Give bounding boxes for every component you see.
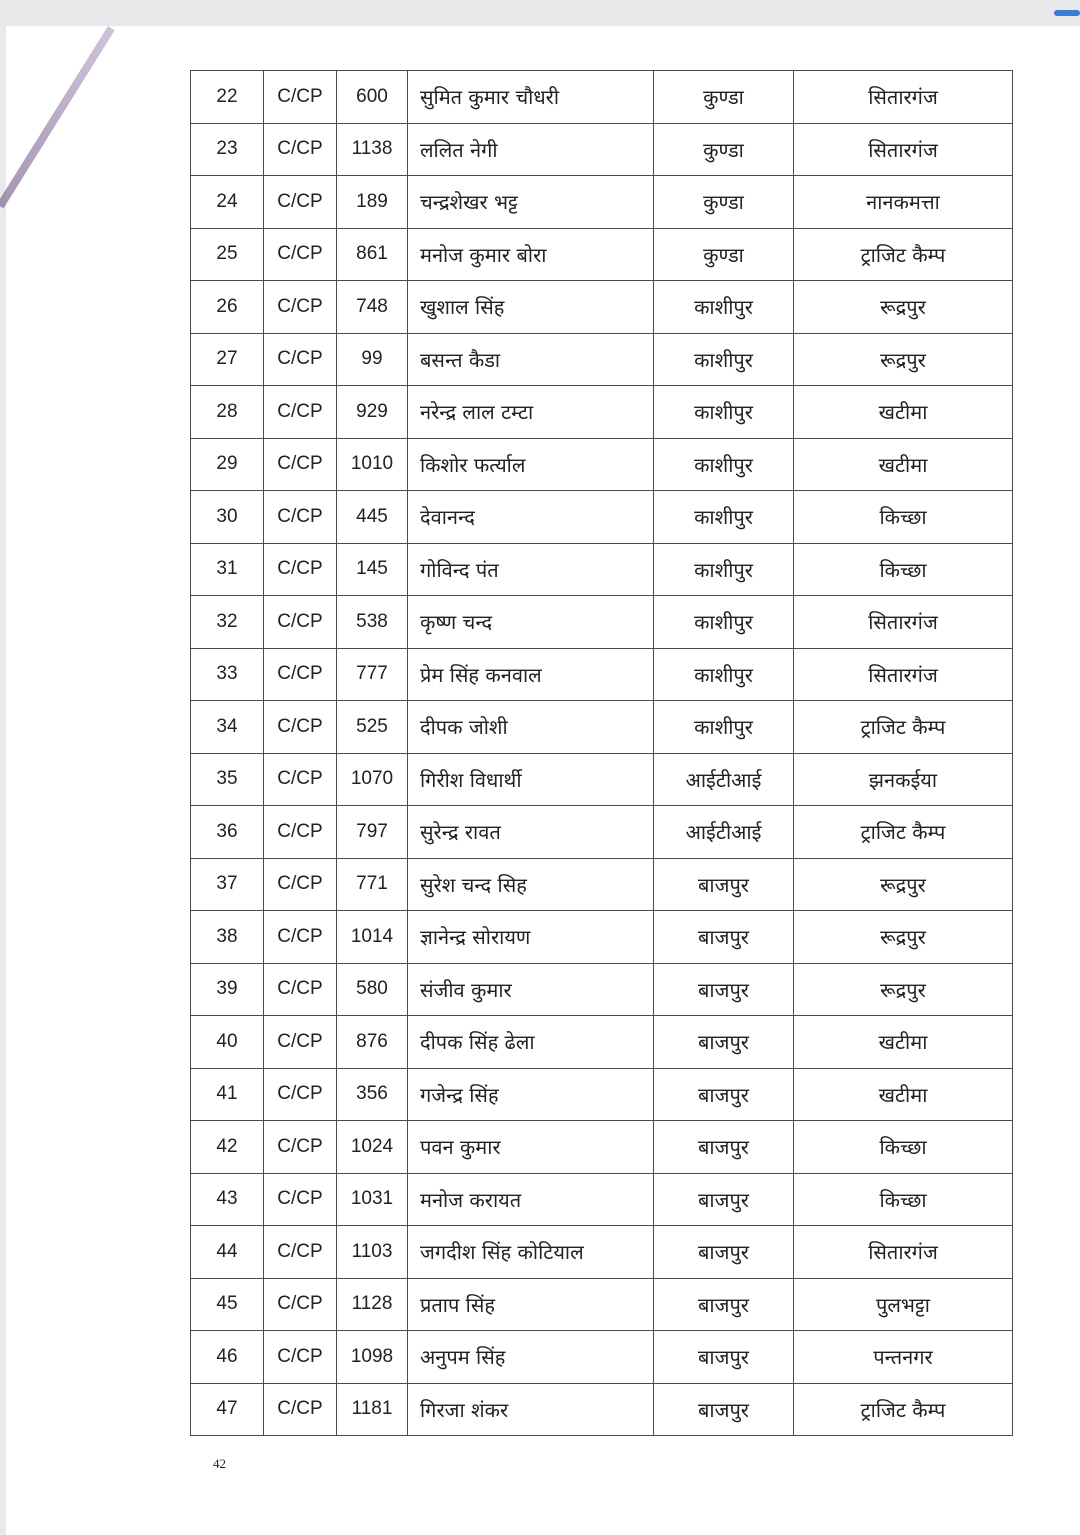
new-posting-cell: खटीमा: [794, 386, 1013, 439]
current-posting-cell: बाजपुर: [654, 1383, 794, 1436]
serial-number-cell: 47: [191, 1383, 264, 1436]
name-cell: सुरेन्द्र रावत: [408, 806, 654, 859]
serial-number-cell: 39: [191, 963, 264, 1016]
table-row: [191, 71, 1013, 124]
name-cell: सुरेश चन्द सिह: [408, 858, 654, 911]
name-cell: कृष्ण चन्द: [408, 596, 654, 649]
current-posting-cell: काशीपुर: [654, 491, 794, 544]
table-row: [191, 1173, 1013, 1226]
table-row: [191, 648, 1013, 701]
current-posting-cell: काशीपुर: [654, 333, 794, 386]
new-posting-cell: रूद्रपुर: [794, 911, 1013, 964]
rank-cell: C/CP: [264, 543, 337, 596]
current-posting-cell: कुण्डा: [654, 228, 794, 281]
table-row: [191, 963, 1013, 1016]
badge-number-cell: 600: [337, 71, 408, 124]
rank-cell: C/CP: [264, 648, 337, 701]
name-cell: गोविन्द पंत: [408, 543, 654, 596]
current-posting-cell: बाजपुर: [654, 911, 794, 964]
new-posting-cell: खटीमा: [794, 1016, 1013, 1069]
serial-number-cell: 34: [191, 701, 264, 754]
new-posting-cell: पुलभट्टा: [794, 1278, 1013, 1331]
serial-number-cell: 27: [191, 333, 264, 386]
current-posting-cell: काशीपुर: [654, 543, 794, 596]
name-cell: अनुपम सिंह: [408, 1331, 654, 1384]
badge-number-cell: 1031: [337, 1173, 408, 1226]
name-cell: खुशाल सिंह: [408, 281, 654, 334]
table-row: [191, 438, 1013, 491]
badge-number-cell: 771: [337, 858, 408, 911]
serial-number-cell: 23: [191, 123, 264, 176]
table-row: [191, 596, 1013, 649]
current-posting-cell: काशीपुर: [654, 701, 794, 754]
rank-cell: C/CP: [264, 1226, 337, 1279]
table-row: [191, 1278, 1013, 1331]
badge-number-cell: 189: [337, 176, 408, 229]
table-row: [191, 1331, 1013, 1384]
new-posting-cell: खटीमा: [794, 1068, 1013, 1121]
serial-number-cell: 22: [191, 71, 264, 124]
new-posting-cell: किच्छा: [794, 491, 1013, 544]
current-posting-cell: काशीपुर: [654, 648, 794, 701]
name-cell: जगदीश सिंह कोटियाल: [408, 1226, 654, 1279]
new-posting-cell: ट्राजिट कैम्प: [794, 701, 1013, 754]
name-cell: नरेन्द्र लाल टम्टा: [408, 386, 654, 439]
badge-number-cell: 876: [337, 1016, 408, 1069]
rank-cell: C/CP: [264, 858, 337, 911]
new-posting-cell: किच्छा: [794, 543, 1013, 596]
current-posting-cell: बाजपुर: [654, 1173, 794, 1226]
badge-number-cell: 1014: [337, 911, 408, 964]
badge-number-cell: 145: [337, 543, 408, 596]
current-posting-cell: आईटीआई: [654, 806, 794, 859]
new-posting-cell: रूद्रपुर: [794, 333, 1013, 386]
serial-number-cell: 38: [191, 911, 264, 964]
rank-cell: C/CP: [264, 1068, 337, 1121]
badge-number-cell: 1070: [337, 753, 408, 806]
table-row: [191, 176, 1013, 229]
current-posting-cell: बाजपुर: [654, 1278, 794, 1331]
new-posting-cell: किच्छा: [794, 1173, 1013, 1226]
serial-number-cell: 41: [191, 1068, 264, 1121]
rank-cell: C/CP: [264, 1383, 337, 1436]
rank-cell: C/CP: [264, 1331, 337, 1384]
name-cell: ज्ञानेन्द्र सोरायण: [408, 911, 654, 964]
serial-number-cell: 31: [191, 543, 264, 596]
new-posting-cell: रूद्रपुर: [794, 858, 1013, 911]
new-posting-cell: झनकईया: [794, 753, 1013, 806]
rank-cell: C/CP: [264, 71, 337, 124]
table-row: [191, 858, 1013, 911]
table-row: [191, 491, 1013, 544]
new-posting-cell: सितारगंज: [794, 71, 1013, 124]
serial-number-cell: 37: [191, 858, 264, 911]
rank-cell: C/CP: [264, 1016, 337, 1069]
badge-number-cell: 1024: [337, 1121, 408, 1174]
table-row: [191, 1121, 1013, 1174]
new-posting-cell: रूद्रपुर: [794, 963, 1013, 1016]
serial-number-cell: 44: [191, 1226, 264, 1279]
current-posting-cell: काशीपुर: [654, 281, 794, 334]
table-row: [191, 1068, 1013, 1121]
rank-cell: C/CP: [264, 176, 337, 229]
new-posting-cell: पन्तनगर: [794, 1331, 1013, 1384]
serial-number-cell: 42: [191, 1121, 264, 1174]
badge-number-cell: 748: [337, 281, 408, 334]
rank-cell: C/CP: [264, 491, 337, 544]
new-posting-cell: सितारगंज: [794, 1226, 1013, 1279]
name-cell: किशोर फर्त्याल: [408, 438, 654, 491]
badge-number-cell: 1181: [337, 1383, 408, 1436]
name-cell: संजीव कुमार: [408, 963, 654, 1016]
rank-cell: C/CP: [264, 806, 337, 859]
rank-cell: C/CP: [264, 701, 337, 754]
table-row: [191, 281, 1013, 334]
rank-cell: C/CP: [264, 1173, 337, 1226]
new-posting-cell: सितारगंज: [794, 596, 1013, 649]
name-cell: पवन कुमार: [408, 1121, 654, 1174]
name-cell: गिरीश विधार्थी: [408, 753, 654, 806]
new-posting-cell: सितारगंज: [794, 648, 1013, 701]
current-posting-cell: बाजपुर: [654, 1331, 794, 1384]
serial-number-cell: 26: [191, 281, 264, 334]
current-posting-cell: कुण्डा: [654, 123, 794, 176]
table-row: [191, 701, 1013, 754]
name-cell: प्रताप सिंह: [408, 1278, 654, 1331]
badge-number-cell: 1128: [337, 1278, 408, 1331]
table-row: [191, 123, 1013, 176]
serial-number-cell: 30: [191, 491, 264, 544]
rank-cell: C/CP: [264, 963, 337, 1016]
transfer-table: [190, 70, 1013, 1436]
rank-cell: C/CP: [264, 438, 337, 491]
table-row: [191, 1226, 1013, 1279]
name-cell: दीपक जोशी: [408, 701, 654, 754]
table-row: [191, 806, 1013, 859]
table-row: [191, 911, 1013, 964]
name-cell: चन्द्रशेखर भट्ट: [408, 176, 654, 229]
new-posting-cell: नानकमत्ता: [794, 176, 1013, 229]
badge-number-cell: 861: [337, 228, 408, 281]
new-posting-cell: खटीमा: [794, 438, 1013, 491]
name-cell: गजेन्द्र सिंह: [408, 1068, 654, 1121]
current-posting-cell: आईटीआई: [654, 753, 794, 806]
badge-number-cell: 580: [337, 963, 408, 1016]
table-row: [191, 753, 1013, 806]
serial-number-cell: 32: [191, 596, 264, 649]
current-posting-cell: बाजपुर: [654, 1121, 794, 1174]
badge-number-cell: 1010: [337, 438, 408, 491]
badge-number-cell: 445: [337, 491, 408, 544]
page-number: 42: [213, 1456, 226, 1471]
badge-number-cell: 1098: [337, 1331, 408, 1384]
serial-number-cell: 46: [191, 1331, 264, 1384]
current-posting-cell: काशीपुर: [654, 596, 794, 649]
badge-number-cell: 777: [337, 648, 408, 701]
serial-number-cell: 28: [191, 386, 264, 439]
badge-number-cell: 538: [337, 596, 408, 649]
current-posting-cell: बाजपुर: [654, 963, 794, 1016]
name-cell: देवानन्द: [408, 491, 654, 544]
badge-number-cell: 797: [337, 806, 408, 859]
table-row: [191, 333, 1013, 386]
rank-cell: C/CP: [264, 123, 337, 176]
serial-number-cell: 36: [191, 806, 264, 859]
current-posting-cell: काशीपुर: [654, 438, 794, 491]
rank-cell: C/CP: [264, 753, 337, 806]
new-posting-cell: रूद्रपुर: [794, 281, 1013, 334]
badge-number-cell: 99: [337, 333, 408, 386]
rank-cell: C/CP: [264, 386, 337, 439]
serial-number-cell: 45: [191, 1278, 264, 1331]
table-row: [191, 228, 1013, 281]
new-posting-cell: ट्राजिट कैम्प: [794, 228, 1013, 281]
name-cell: बसन्त कैडा: [408, 333, 654, 386]
rank-cell: C/CP: [264, 596, 337, 649]
current-posting-cell: बाजपुर: [654, 1016, 794, 1069]
new-posting-cell: ट्राजिट कैम्प: [794, 806, 1013, 859]
table-row: [191, 1016, 1013, 1069]
new-posting-cell: ट्राजिट कैम्प: [794, 1383, 1013, 1436]
name-cell: मनोज करायत: [408, 1173, 654, 1226]
new-posting-cell: किच्छा: [794, 1121, 1013, 1174]
serial-number-cell: 33: [191, 648, 264, 701]
name-cell: प्रेम सिंह कनवाल: [408, 648, 654, 701]
table-body: [191, 71, 1013, 1436]
rank-cell: C/CP: [264, 1121, 337, 1174]
current-posting-cell: कुण्डा: [654, 71, 794, 124]
current-posting-cell: काशीपुर: [654, 386, 794, 439]
current-posting-cell: बाजपुर: [654, 858, 794, 911]
badge-number-cell: 525: [337, 701, 408, 754]
corner-mark: [1054, 10, 1080, 16]
rank-cell: C/CP: [264, 911, 337, 964]
badge-number-cell: 929: [337, 386, 408, 439]
new-posting-cell: सितारगंज: [794, 123, 1013, 176]
rank-cell: C/CP: [264, 281, 337, 334]
current-posting-cell: बाजपुर: [654, 1226, 794, 1279]
name-cell: सुमित कुमार चौधरी: [408, 71, 654, 124]
serial-number-cell: 40: [191, 1016, 264, 1069]
serial-number-cell: 43: [191, 1173, 264, 1226]
name-cell: मनोज कुमार बोरा: [408, 228, 654, 281]
rank-cell: C/CP: [264, 333, 337, 386]
serial-number-cell: 29: [191, 438, 264, 491]
badge-number-cell: 1103: [337, 1226, 408, 1279]
table-row: [191, 543, 1013, 596]
current-posting-cell: बाजपुर: [654, 1068, 794, 1121]
badge-number-cell: 1138: [337, 123, 408, 176]
current-posting-cell: कुण्डा: [654, 176, 794, 229]
rank-cell: C/CP: [264, 228, 337, 281]
table-row: [191, 386, 1013, 439]
name-cell: गिरजा शंकर: [408, 1383, 654, 1436]
name-cell: ललित नेगी: [408, 123, 654, 176]
serial-number-cell: 24: [191, 176, 264, 229]
serial-number-cell: 25: [191, 228, 264, 281]
badge-number-cell: 356: [337, 1068, 408, 1121]
name-cell: दीपक सिंह ढेला: [408, 1016, 654, 1069]
serial-number-cell: 35: [191, 753, 264, 806]
table-row: [191, 1383, 1013, 1436]
rank-cell: C/CP: [264, 1278, 337, 1331]
